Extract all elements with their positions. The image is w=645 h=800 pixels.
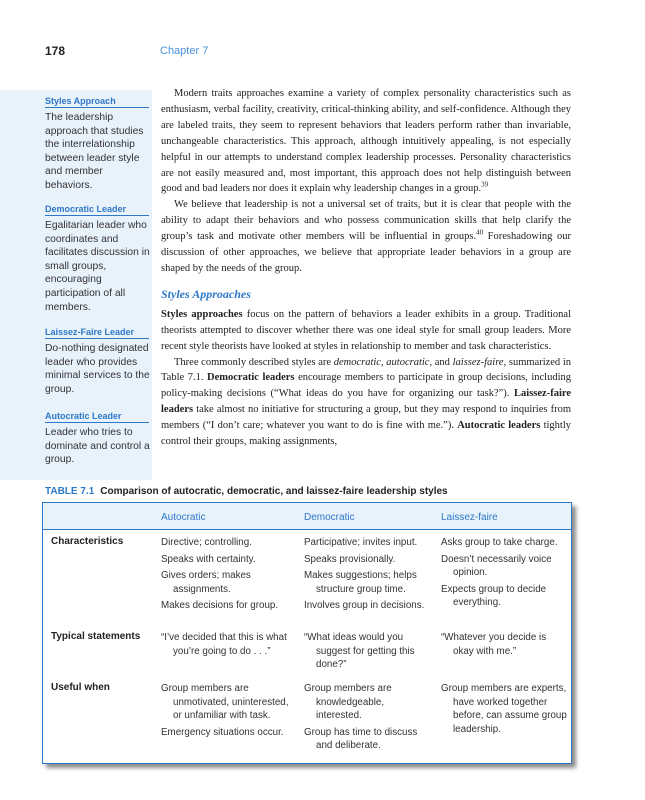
glossary-definition-democratic-leader: Egalitarian leader who coordinates and facilitates discussion in small groups, encouraging participation of all members. <box>45 220 150 313</box>
comparison-table <box>42 502 572 764</box>
paragraph-text: We believe that leadership is not a universal set of traits, but it is clear that people with the ability to adapt their behaviors and who possess communication skills that help clarify the group’s task and motivate other members will be influential in groups. <box>161 199 571 243</box>
paragraph-text: , and <box>429 356 453 368</box>
cell-item: Gives orders; makes assignments. <box>161 570 251 595</box>
table-cell <box>441 631 567 661</box>
glossary-term-democratic-leader: Democratic Leader <box>45 204 149 216</box>
paragraph-text: , summarized in Table 7.1. <box>161 356 572 384</box>
cell-item: Doesn’t necessarily voice opinion. <box>441 553 552 578</box>
paragraph-traits <box>161 86 571 197</box>
paragraph-styles-approaches <box>161 307 571 355</box>
cell-item: Participative; invites input. <box>304 537 418 548</box>
cell-item: Group members are unmotivated, uninterested, or unfamiliar with task. <box>161 683 289 721</box>
paragraph-text: , <box>380 356 387 368</box>
section-heading: Styles Approaches <box>161 286 251 301</box>
glossary-term-autocratic-leader: Autocratic Leader <box>45 411 149 423</box>
cell-item: Makes suggestions; helps structure group time. <box>304 570 417 595</box>
glossary-definition-laissez-faire-leader: Do-nothing designated leader who provides minimal services to the group. <box>45 343 150 395</box>
paragraph-text: tightly control their groups, making assignments, <box>161 420 572 448</box>
paragraph-text: focus on the pattern of behaviors a leader exhibits in a group. Traditional theorists attempted to discover whether there was one ideal style for small group leaders. More recent style theorists have looked at styles in relationship to member and task characteristics. <box>161 308 571 352</box>
cell-item: “What ideas would you suggest for getting this done?” <box>304 632 415 670</box>
key-term: Styles approaches <box>161 308 243 320</box>
cell-item: “I’ve decided that this is what you’re going to do . . .” <box>161 632 287 657</box>
table-title <box>45 486 448 497</box>
key-term: Autocratic leaders <box>457 420 541 432</box>
table-caption: Comparison of autocratic, democratic, and laissez-faire leadership styles <box>100 486 448 497</box>
cell-item: Asks group to take charge. <box>441 537 558 548</box>
column-header-democratic: Democratic <box>304 512 355 523</box>
style-term: democratic <box>333 356 381 368</box>
table-cell <box>304 536 432 616</box>
page-number: 178 <box>45 44 66 58</box>
table-cell <box>304 631 432 675</box>
cell-item: Directive; controlling. <box>161 537 252 548</box>
cell-item: Involves group in decisions. <box>304 600 425 611</box>
glossary-definition-autocratic-leader: Leader who tries to dominate and control a group. <box>45 427 150 466</box>
paragraph-text: take almost no initiative for structuring a group, but they may respond to inquiries from members (“I don’t care; whatever you want to do is fine with me.”). <box>161 404 571 432</box>
table-cell <box>441 682 567 739</box>
cell-item: Group members are knowledgeable, interested. <box>304 683 392 721</box>
column-header-laissez-faire: Laissez-faire <box>441 512 498 523</box>
glossary-term-laissez-faire-leader: Laissez-Faire Leader <box>45 327 149 339</box>
cell-item: “Whatever you decide is okay with me.” <box>441 632 547 657</box>
paragraph-text: Foreshadowing our discussion of other approaches, we believe that appropriate leader behaviors in a group are shaped by the needs of the group. <box>161 231 571 274</box>
cell-item: Group has time to discuss and deliberate. <box>304 726 418 751</box>
table-header <box>43 503 571 530</box>
table-cell <box>304 682 432 756</box>
key-term: Laissez-faire leaders <box>161 388 571 416</box>
cell-item: Group members are experts, have worked together before, can assume group leadership. <box>441 683 567 735</box>
row-label-typical-statements: Typical statements <box>51 631 141 642</box>
row-label-characteristics: Characteristics <box>51 536 124 547</box>
row-label-useful-when: Useful when <box>51 682 110 693</box>
table-number: TABLE 7.1 <box>45 486 95 497</box>
column-header-autocratic: Autocratic <box>161 512 206 523</box>
key-term: Democratic leaders <box>207 372 295 384</box>
glossary-term-styles-approach: Styles Approach <box>45 96 149 108</box>
paragraph-text: Modern traits approaches examine a variety of complex personality characteristics such as enthusiasm, verbal facility, creativity, critical-thinking ability, and self-confidence. Although they are labeled traits, they seem to represent behaviors that leaders perform rather than invariable, unchangeable characteristics. This approach, although intuitively appealing, is not especially helpful in our attempts to understand complex leadership processes. Personality characteristics are not easily measured and, most important, this approach does not help distinguish between good and bad leaders nor does it explain why leadership changes in a group. <box>161 88 571 195</box>
cell-item: Speaks provisionally. <box>304 553 396 565</box>
endnote-marker: 40 <box>476 228 484 237</box>
paragraph-three-styles <box>161 355 571 450</box>
style-term: autocratic <box>386 356 430 368</box>
cell-item: Speaks with certainty. <box>161 553 256 565</box>
main-text <box>161 86 571 450</box>
cell-item: Makes decisions for group. <box>161 600 279 611</box>
table-cell <box>161 631 293 661</box>
endnote-marker: 39 <box>481 180 489 189</box>
paragraph-text: encourage members to participate in group decisions, including policy-making decisions (“What ideas do you have for organizing our task?”). <box>161 372 572 400</box>
style-term: laissez-faire <box>452 356 504 368</box>
table-cell <box>161 682 293 742</box>
glossary-definition-styles-approach: The leadership approach that studies the interrelationship between leader style and member behaviors. <box>45 112 144 191</box>
table-cell <box>161 536 293 616</box>
paragraph-text: Three commonly described styles are <box>174 356 334 368</box>
table-cell <box>441 536 567 613</box>
cell-item: Emergency situations occur. <box>161 726 284 738</box>
cell-item: Expects group to decide everything. <box>441 583 547 608</box>
chapter-label: Chapter 7 <box>160 45 209 57</box>
paragraph-leadership-belief <box>161 197 571 277</box>
